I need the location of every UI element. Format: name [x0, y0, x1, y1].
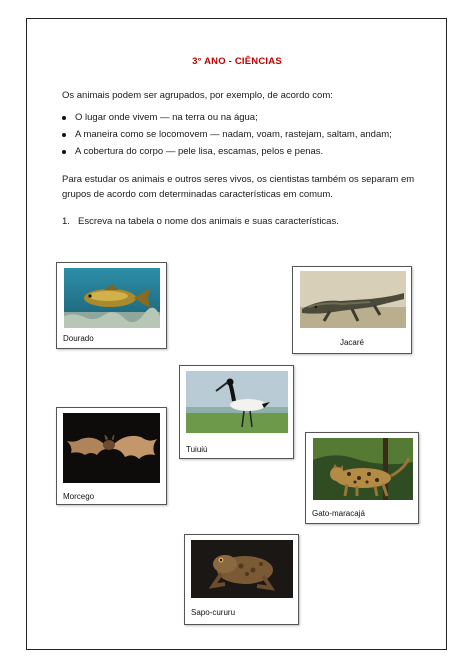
bullet-item: A maneira como se locomovem — nadam, voam, rastejam, saltam, andam;	[62, 129, 392, 146]
card-tuiuiu	[179, 365, 294, 459]
bullet-item: A cobertura do corpo — pele lisa, escamas, pelos e penas.	[62, 146, 392, 163]
card-dourado	[56, 262, 167, 349]
page-title: 3° ANO - CIÊNCIAS	[192, 56, 282, 67]
card-label: Tuiuiú	[186, 445, 208, 454]
card-label: Jacaré	[339, 338, 364, 347]
intro-text: Os animais podem ser agrupados, por exemplo, de acordo com:	[62, 90, 333, 101]
card-label: Sapo-cururu	[191, 608, 236, 617]
paragraph: Para estudar os animais e outros seres vivos, os cientistas também os separam em grupos de acordo com determinadas características em comum.	[62, 174, 415, 200]
jacare-image	[300, 271, 406, 328]
card-morcego	[56, 407, 167, 505]
dourado-image	[64, 268, 160, 328]
bullet-item: O lugar onde vivem — na terra ou na água;	[62, 112, 392, 129]
card-label: Gato-maracajá	[312, 509, 365, 518]
card-sapo-cururu	[184, 534, 299, 625]
tuiuiu-image	[186, 371, 288, 433]
sapo-cururu-image	[191, 540, 293, 598]
gato-maracaja-image	[313, 438, 413, 500]
task-instruction	[62, 216, 339, 227]
task-number: 1.	[62, 216, 70, 227]
card-label: Morcego	[63, 492, 95, 501]
task-text: Escreva na tabela o nome dos animais e suas características.	[78, 216, 339, 227]
card-label: Dourado	[63, 334, 94, 343]
bullet-list	[62, 112, 392, 163]
morcego-image	[63, 413, 160, 483]
card-jacare	[292, 266, 412, 354]
card-gato-maracaja	[305, 432, 419, 524]
